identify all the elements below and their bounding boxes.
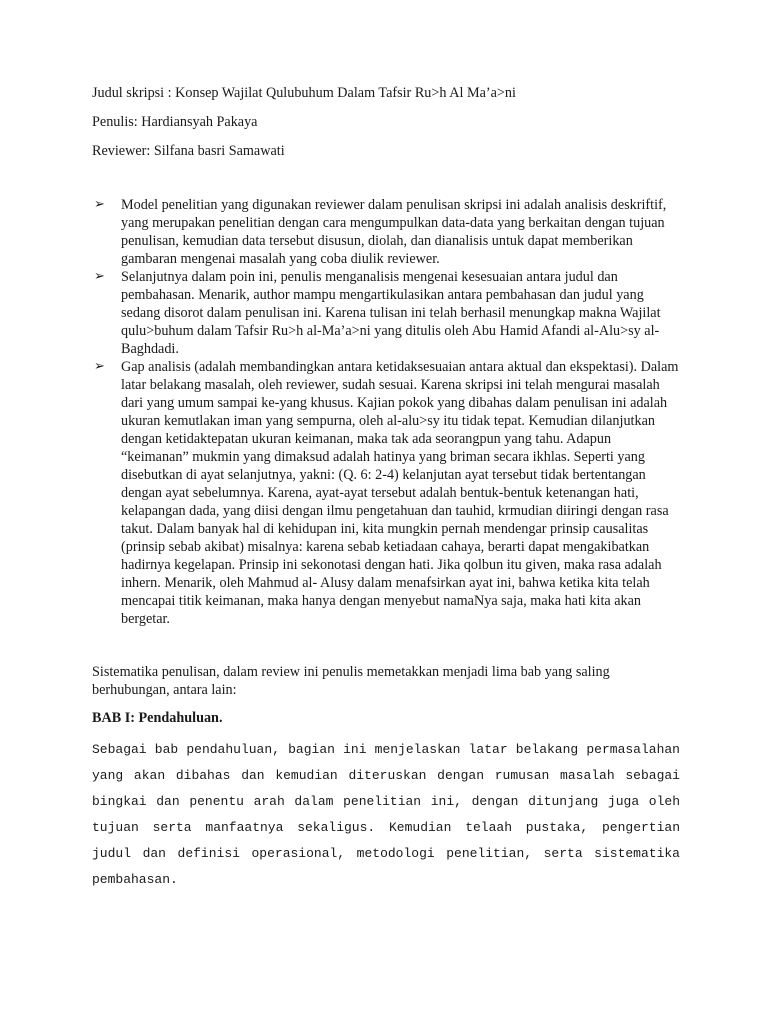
arrow-bullet-icon: ➢ [94, 359, 105, 374]
judul-skripsi: Judul skripsi : Konsep Wajilat Qulubuhum Dalam Tafsir Ru>h Al Ma’a>ni [92, 85, 516, 101]
bullet-text: Selanjutnya dalam poin ini, penulis menganalisis mengenai kesesuaian antara judul dan pembahasan. Menarik, author mampu mengartikulasikan antara pembahasan dan judul yang sedang disorot dalam penulisan ini. Karena tulisan ini telah berhasil menungkap makna Wajilat qulu>buhum dalam Tafsir Ru>h al-Ma’a>ni yang ditulis oleh Abu Hamid Afandi al-Alu>sy al-Baghdadi. [121, 269, 661, 357]
review-bullet-item [92, 358, 680, 628]
arrow-bullet-icon: ➢ [94, 197, 105, 212]
bab-1-heading: BAB I: Pendahuluan. [92, 710, 223, 726]
review-bullet-item [92, 268, 680, 358]
bullet-text: Model penelitian yang digunakan reviewer dalam penulisan skripsi ini adalah analisis deskriftif, yang merupakan penelitian dengan cara mengumpulkan data-data yang berkaitan dengan tujuan penulisan, kemudian data tersebut disusun, diolah, dan dianalisis untuk dapat memberikan gambaran mengenai masalah yang coba diulik reviewer. [121, 197, 667, 267]
bullet-text: Gap analisis (adalah membandingkan antara ketidaksesuaian antara aktual dan ekspektasi). Dalam latar belakang masalah, oleh reviewer, sudah sesuai. Karena skripsi ini telah mengurai masalah dari yang umum sampai ke-yang khusus. Kajian pokok yang dibahas dalam penulisan ini adalah ukuran kemutlakan iman yang sempurna, oleh al-alu>sy itu tidak tepat. Kemudian dilanjutkan dengan ketidaktepatan ukuran keimanan, maka tak ada seorangpun yang tahu. Adapun “keimanan” mukmin yang dimaksud adalah hatinya yang briman secara ikhlas. Seperti yang disebutkan di ayat selanjutnya, yakni: (Q. 6: 2-4) kelanjutan ayat tersebut tidak bertentangan dengan ayat sebelumnya. Karena, ayat-ayat tersebut adalah bentuk-bentuk ketenangan hati, kelapangan dada, yang diisi dengan ilmu pengetahuan dan tauhid, krmudian diiringi dengan rasa takut. Dalam banyak hal di kehidupan ini, kita mungkin pernah mendengar prinsip causalitas (prinsip sebab akibat) misalnya: karena sebab ketiadaan cahaya, berarti dapat mengakibatkan hadirnya kegelapan. Prinsip ini sekonotasi dengan hati. Jika qolbun itu given, maka rasa adalah inhern. Menarik, oleh Mahmud al- Alusy dalam menafsirkan ayat ini, bahwa ketika kita telah mencapai titik keimanan, maka hanya dengan menyebut namaNya saja, maka hati kita akan bergetar. [121, 359, 679, 627]
arrow-bullet-icon: ➢ [94, 269, 105, 284]
review-bullet-list [92, 196, 680, 628]
reviewer: Reviewer: Silfana basri Samawati [92, 143, 285, 159]
bab-1-paragraph: Sebagai bab pendahuluan, bagian ini menjelaskan latar belakang permasalahan yang akan dibahas dan kemudian diteruskan dengan rumusan masalah sebagai bingkai dan penentu arah dalam penelitian ini, dengan ditunjang juga oleh tujuan serta manfaatnya sekaligus. Kemudian telaah pustaka, pengertian judul dan definisi operasional, metodologi penelitian, serta sistematika pembahasan. [92, 742, 680, 887]
sistematika-intro: Sistematika penulisan, dalam review ini penulis memetakkan menjadi lima bab yang saling berhubungan, antara lain: [92, 664, 610, 698]
penulis: Penulis: Hardiansyah Pakaya [92, 114, 258, 130]
document-page [92, 84, 680, 893]
review-bullet-item [92, 196, 680, 268]
